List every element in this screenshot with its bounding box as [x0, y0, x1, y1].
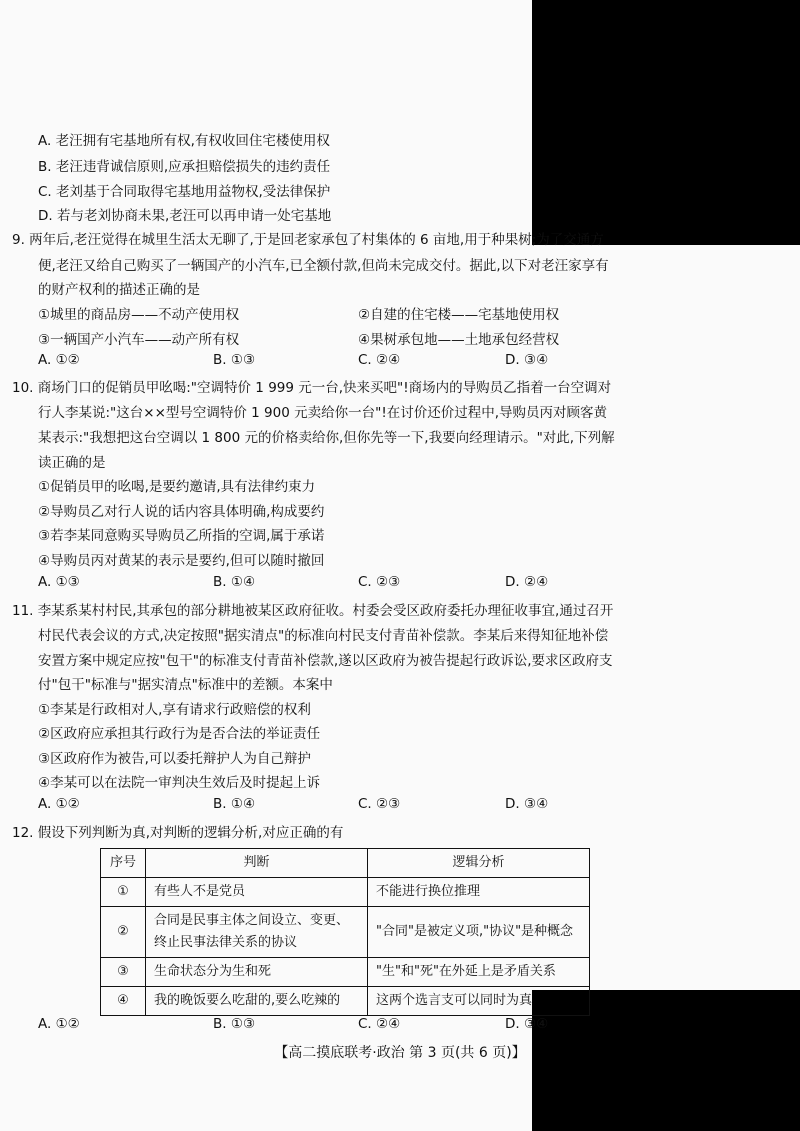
- q10-stem-line-4: 读正确的是: [38, 455, 106, 471]
- row-analysis: 不能进行换位推理: [368, 878, 590, 907]
- header-analysis: 逻辑分析: [368, 849, 590, 878]
- q10-stem-line-3: 某表示:"我想把这台空调以 1 800 元的价格卖给你,但你先等一下,我要向经理请示。"对此,下列解: [38, 430, 615, 446]
- q8-option-b: B. 老汪违背诚信原则,应承担赔偿损失的违约责任: [38, 159, 331, 175]
- q12-option-a: A. ①②: [38, 1016, 80, 1032]
- q11-item-2: ②区政府应承担其行政行为是否合法的举证责任: [38, 726, 321, 742]
- row-num: ④: [101, 987, 146, 1016]
- row-analysis: "合同"是被定义项,"协议"是种概念: [368, 907, 590, 958]
- q12-option-c: C. ②④: [358, 1016, 401, 1032]
- q11-item-4: ④李某可以在法院一审判决生效后及时提起上诉: [38, 775, 321, 791]
- row-num: ②: [101, 907, 146, 958]
- q9-item-2: ②自建的住宅楼——宅基地使用权: [358, 307, 560, 323]
- row-analysis: 这两个选言支可以同时为真: [368, 987, 590, 1016]
- row-judgment: 合同是民事主体之间设立、变更、终止民事法律关系的协议: [146, 907, 368, 958]
- q11-option-d: D. ③④: [505, 796, 549, 812]
- row-judgment: 有些人不是党员: [146, 878, 368, 907]
- q9-item-1: ①城里的商品房——不动产使用权: [38, 307, 240, 323]
- redaction-top-right: [532, 0, 800, 245]
- q10-item-2: ②导购员乙对行人说的话内容具体明确,构成要约: [38, 504, 325, 520]
- q12-stem: 12. 假设下列判断为真,对判断的逻辑分析,对应正确的有: [12, 825, 344, 841]
- q9-option-b: B. ①③: [213, 352, 256, 368]
- header-num: 序号: [101, 849, 146, 878]
- q10-option-d: D. ②④: [505, 574, 549, 590]
- table-row: [101, 907, 590, 958]
- q10-option-a: A. ①③: [38, 574, 80, 590]
- q11-stem-line-2: 村民代表会议的方式,决定按照"据实清点"的标准向村民支付青苗补偿款。李某后来得知征地补偿: [38, 628, 609, 644]
- q11-option-a: A. ①②: [38, 796, 80, 812]
- q12-table: [100, 848, 590, 1016]
- header-judgment: 判断: [146, 849, 368, 878]
- q9-option-a: A. ①②: [38, 352, 80, 368]
- q12-option-b: B. ①③: [213, 1016, 256, 1032]
- q11-stem-line-4: 付"包干"标准与"据实清点"标准中的差额。本案中: [38, 677, 333, 693]
- q11-option-b: B. ①④: [213, 796, 256, 812]
- q11-stem-line-1: 11. 李某系某村村民,其承包的部分耕地被某区政府征收。村委会受区政府委托办理征收事宜,通过召开: [12, 603, 614, 619]
- q9-stem-line-2: 便,老汪又给自己购买了一辆国产的小汽车,已全额付款,但尚未完成交付。据此,以下对老汪家享有: [38, 258, 609, 274]
- table-header-row: [101, 849, 590, 878]
- row-num: ①: [101, 878, 146, 907]
- table-row: [101, 878, 590, 907]
- q9-option-d: D. ③④: [505, 352, 549, 368]
- q10-option-c: C. ②③: [358, 574, 401, 590]
- q11-option-c: C. ②③: [358, 796, 401, 812]
- row-analysis: "生"和"死"在外延上是矛盾关系: [368, 958, 590, 987]
- page-footer: 【高二摸底联考·政治 第 3 页(共 6 页)】: [274, 1045, 526, 1061]
- q11-item-1: ①李某是行政相对人,享有请求行政赔偿的权利: [38, 702, 311, 718]
- row-judgment: 生命状态分为生和死: [146, 958, 368, 987]
- q9-option-c: C. ②④: [358, 352, 401, 368]
- q8-option-d: D. 若与老刘协商未果,老汪可以再申请一处宅基地: [38, 208, 332, 224]
- q8-option-c: C. 老刘基于合同取得宅基地用益物权,受法律保护: [38, 184, 331, 200]
- q9-item-3: ③一辆国产小汽车——动产所有权: [38, 332, 240, 348]
- q8-option-a: A. 老汪拥有宅基地所有权,有权收回住宅楼使用权: [38, 133, 330, 149]
- q11-item-3: ③区政府作为被告,可以委托辩护人为自己辩护: [38, 751, 311, 767]
- q10-stem-line-1: 10. 商场门口的促销员甲吆喝:"空调特价 1 999 元一台,快来买吧"!商场内的导购员乙指着一台空调对: [12, 380, 612, 396]
- table-row: [101, 987, 590, 1016]
- q9-stem-line-1: 9. 两年后,老汪觉得在城里生活太无聊了,于是回老家承包了村集体的 6 亩地,用于种果树;为了交通方: [12, 232, 604, 248]
- q10-option-b: B. ①④: [213, 574, 256, 590]
- table-row: [101, 958, 590, 987]
- q12-option-d: D. ③④: [505, 1016, 549, 1032]
- q10-item-3: ③若李某同意购买导购员乙所指的空调,属于承诺: [38, 528, 325, 544]
- q11-stem-line-3: 安置方案中规定应按"包干"的标准支付青苗补偿款,遂以区政府为被告提起行政诉讼,要求区政府支: [38, 653, 613, 669]
- row-judgment: 我的晚饭要么吃甜的,要么吃辣的: [146, 987, 368, 1016]
- q10-item-1: ①促销员甲的吆喝,是要约邀请,具有法律约束力: [38, 479, 316, 495]
- q10-item-4: ④导购员丙对黄某的表示是要约,但可以随时撤回: [38, 553, 325, 569]
- row-num: ③: [101, 958, 146, 987]
- q9-stem-line-3: 的财产权利的描述正确的是: [38, 282, 200, 298]
- q9-item-4: ④果树承包地——土地承包经营权: [358, 332, 560, 348]
- q10-stem-line-2: 行人李某说:"这台××型号空调特价 1 900 元卖给你一台"!在讨价还价过程中,导购员丙对顾客黄: [38, 405, 608, 421]
